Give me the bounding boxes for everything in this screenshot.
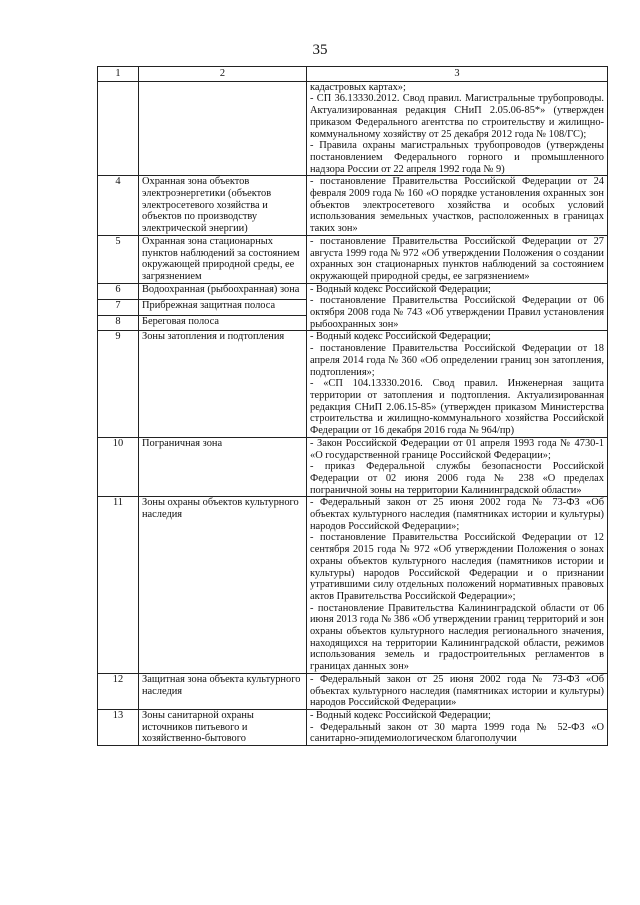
row-number: 12 [98, 673, 139, 709]
row-number: 7 [98, 299, 139, 315]
table-row [98, 176, 608, 236]
zone-name: Прибрежная защитная полоса [139, 299, 307, 315]
row-number: 13 [98, 709, 139, 745]
row-number: 11 [98, 497, 139, 674]
row-number [98, 81, 139, 176]
table-row [98, 709, 608, 745]
table-row [98, 283, 608, 299]
legal-basis: - постановление Правительства Российской Федерации от 27 августа 1999 года № 972 «Об утверждении Положения о создании охранных зон стационарных пунктов наблюдений за состоянием окружающей природной среды, ее загрязнением» [307, 235, 608, 283]
table-row [98, 81, 608, 176]
legal-basis: - Федеральный закон от 25 июня 2002 года № 73-ФЗ «Об объектах культурного наследия (памятниках истории и культуры) народов Российской Федерации»; - постановление Правительства Российской Федерации от 12 сентября 2015 года № 972 «Об утверждении Положения о зонах охраны объектов культурного наследия (памятников истории и культуры) народов Российской Федерации и о признании утратившими силу отдельных положений нормативных правовых актов Правительства Российской Федерации»; - постановление Правительства Калининградской области от 06 июня 2013 года № 386 «Об утверждении границ территорий и зон охраны объектов культурного наследия регионального значения, находящихся на территории Калининградской области, режимов использования земель и градостроительных регламентов в границах данных зон» [307, 497, 608, 674]
table-row [98, 331, 608, 437]
header-col-3: 3 [307, 67, 608, 82]
zone-name: Зоны охраны объектов культурного наследия [139, 497, 307, 674]
zone-name: Охранная зона стационарных пунктов наблюдений за состоянием окружающей природной среды, ее загрязнением [139, 235, 307, 283]
table-row [98, 235, 608, 283]
zone-name: Охранная зона объектов электроэнергетики (объектов электросетевого хозяйства и объектов по производству электрической энергии) [139, 176, 307, 236]
legal-basis: - Закон Российской Федерации от 01 апреля 1993 года № 4730-1 «О государственной границе Российской Федерации»; - приказ Федеральной службы безопасности Российской Федерации от 02 июня 2006 года № 238 «О пределах пограничной зоны на территории Калининградской области» [307, 437, 608, 497]
zones-table [97, 66, 608, 746]
table-row [98, 497, 608, 674]
legal-basis: кадастровых картах»; - СП 36.13330.2012. Свод правил. Магистральные трубопроводы. Актуализированная редакция СНиП 2.05.06-85*» (утвержден приказом Федерального агентства по строительству и жилищно-коммунальному хозяйству от 25 декабря 2012 года № 108/ГС); - Правила охраны магистральных трубопроводов (утверждены постановлением Федерального горного и промышленного надзора России от 22 апреля 1992 года № 9) [307, 81, 608, 176]
row-number: 6 [98, 283, 139, 299]
zone-name: Водоохранная (рыбоохранная) зона [139, 283, 307, 299]
row-number: 4 [98, 176, 139, 236]
page-number: 35 [312, 42, 328, 58]
legal-basis: - Водный кодекс Российской Федерации; - Федеральный закон от 30 марта 1999 года № 52-ФЗ «О санитарно-эпидемиологическом благополучии [307, 709, 608, 745]
zone-name: Зоны затопления и подтопления [139, 331, 307, 437]
zone-name: Береговая полоса [139, 315, 307, 331]
zone-name [139, 81, 307, 176]
row-number: 9 [98, 331, 139, 437]
legal-basis: - Водный кодекс Российской Федерации; - постановление Правительства Российской Федерации от 18 апреля 2014 года № 360 «Об определении границ зон затопления, подтопления»; - «СП 104.13330.2016. Свод правил. Инженерная защита территории от затопления и подтопления. Актуализированная редакция СНиП 2.06.15-85» (утвержден приказом Министерства строительства и жилищно-коммунального хозяйства Российской Федерации от 16 декабря 2016 года № 964/пр) [307, 331, 608, 437]
row-number: 10 [98, 437, 139, 497]
header-col-1: 1 [98, 67, 139, 82]
header-row [98, 67, 608, 82]
zone-name: Зоны санитарной охраны источников питьевого и хозяйственно-бытового [139, 709, 307, 745]
table-row [98, 673, 608, 709]
legal-basis: - Федеральный закон от 25 июня 2002 года № 73-ФЗ «Об объектах культурного наследия (памятниках истории и культуры) народов Российской Федерации» [307, 673, 608, 709]
legal-basis: - Водный кодекс Российской Федерации; - постановление Правительства Российской Федерации от 06 октября 2008 года № 743 «Об утверждении Правил установления рыбоохранных зон» [307, 283, 608, 331]
row-number: 8 [98, 315, 139, 331]
zone-name: Защитная зона объекта культурного наследия [139, 673, 307, 709]
row-number: 5 [98, 235, 139, 283]
header-col-2: 2 [139, 67, 307, 82]
legal-basis: - постановление Правительства Российской Федерации от 24 февраля 2009 года № 160 «О порядке установления охранных зон объектов электросетевого хозяйства и особых условий использования земельных участков, расположенных в границах таких зон» [307, 176, 608, 236]
zone-name: Пограничная зона [139, 437, 307, 497]
table-row [98, 437, 608, 497]
